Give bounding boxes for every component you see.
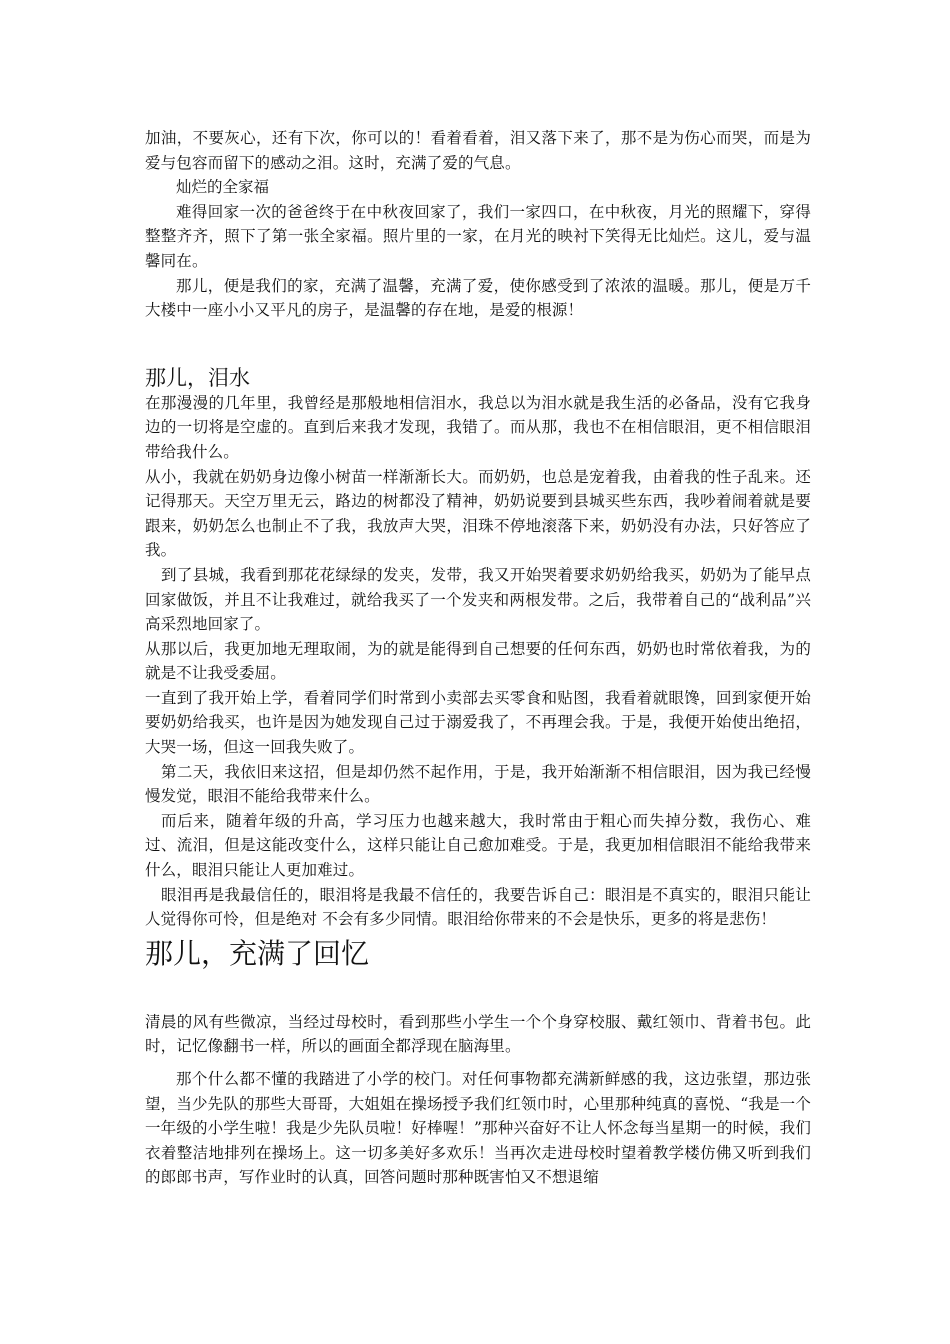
section-heading: 那儿，充满了回忆: [145, 936, 370, 970]
paragraph: 眼泪再是我最信任的，眼泪将是我最不信任的，我要告诉自己：眼泪是不真实的，眼泪只能让人觉得你可怜，但是绝对 不会有多少同情。眼泪给你带来的不会是快乐，更多的将是悲伤！: [145, 885, 811, 929]
paragraph: 难得回家一次的爸爸终于在中秋夜回家了，我们一家四口，在中秋夜，月光的照耀下，穿得整整齐齐，照下了第一张全家福。照片里的一家，在月光的映衬下笑得无比灿烂。这儿，爱与温馨同在。: [145, 202, 811, 270]
section-heading: 那儿，泪水: [145, 365, 250, 390]
paragraph: 而后来，随着年级的升高，学习压力也越来越大，我时常由于粗心而失掉分数，我伤心、难过、流泪，但是这能改变什么，这样只能让自己愈加难受。于是，我更加相信眼泪不能给我带来什么，眼泪只能让人更加难过。: [145, 811, 811, 880]
paragraph: 到了县城，我看到那花花绿绿的发夹，发带，我又开始哭着要求奶奶给我买，奶奶为了能早点回家做饭，并且不让我难过，就给我买了一个发夹和两根发带。之后，我带着自己的“战利品”兴高采烈地回家了。: [145, 565, 811, 634]
paragraph: 一直到了我开始上学，看着同学们时常到小卖部去买零食和贴图，我看着就眼馋，回到家便开始要奶奶给我买，也许是因为她发现自己过于溺爱我了，不再理会我。于是，我便开始使出绝招，大哭一场，但这一回我失败了。: [145, 688, 811, 757]
paragraph: 从那以后，我更加地无理取闹，为的就是能得到自己想要的任何东西，奶奶也时常依着我，为的就是不让我受委屈。: [145, 639, 811, 683]
paragraph: 在那漫漫的几年里，我曾经是那般地相信泪水，我总以为泪水就是我生活的必备品，没有它我身边的一切将是空虚的。直到后来我才发现，我错了。而从那，我也不在相信眼泪，更不相信眼泪带给我什么。: [145, 393, 811, 461]
paragraph: 加油，不要灰心，还有下次，你可以的！看着看着，泪又落下来了，那不是为伤心而哭，而是为爱与包容而留下的感动之泪。这时，充满了爱的气息。: [145, 129, 811, 172]
paragraph: 那儿，便是我们的家，充满了温馨，充满了爱，使你感受到了浓浓的温暖。那儿，便是万千大楼中一座小小又平凡的房子，是温馨的存在地，是爱的根源！: [145, 276, 811, 320]
paragraph: 那个什么都不懂的我踏进了小学的校门。对任何事物都充满新鲜感的我，这边张望，那边张望，当少先队的那些大哥哥，大姐姐在操场授予我们红领巾时，心里那种纯真的喜悦、“我是一个一年级的小学生啦！我是少先队员啦！好棒喔！”那种兴奋好不让人怀念每当星期一的时候，我们衣着整洁地排列在操场上。这一切多美好多欢乐！当再次走进母校时望着教学楼仿佛又听到我们的郎郎书声，写作业时的认真，回答问题时那种既害怕又不想退缩: [145, 1070, 811, 1187]
document-content: [145, 126, 811, 1190]
subheading: 灿烂的全家福: [176, 178, 270, 197]
paragraph: 从小，我就在奶奶身边像小树苗一样渐渐长大。而奶奶，也总是宠着我，由着我的性子乱来。还记得那天。天空万里无云，路边的树都没了精神，奶奶说要到县城买些东西，我吵着闹着就是要跟来，奶奶怎么也制止不了我，我放声大哭，泪珠不停地滚落下来，奶奶没有办法，只好答应了我。: [145, 467, 811, 560]
paragraph: 第二天，我依旧来这招，但是却仍然不起作用，于是，我开始渐渐不相信眼泪，因为我已经慢慢发觉，眼泪不能给我带来什么。: [145, 762, 811, 806]
paragraph: 清晨的风有些微凉，当经过母校时，看到那些小学生一个个身穿校服、戴红领巾、背着书包。此时，记忆像翻书一样，所以的画面全都浮现在脑海里。: [145, 1012, 811, 1056]
